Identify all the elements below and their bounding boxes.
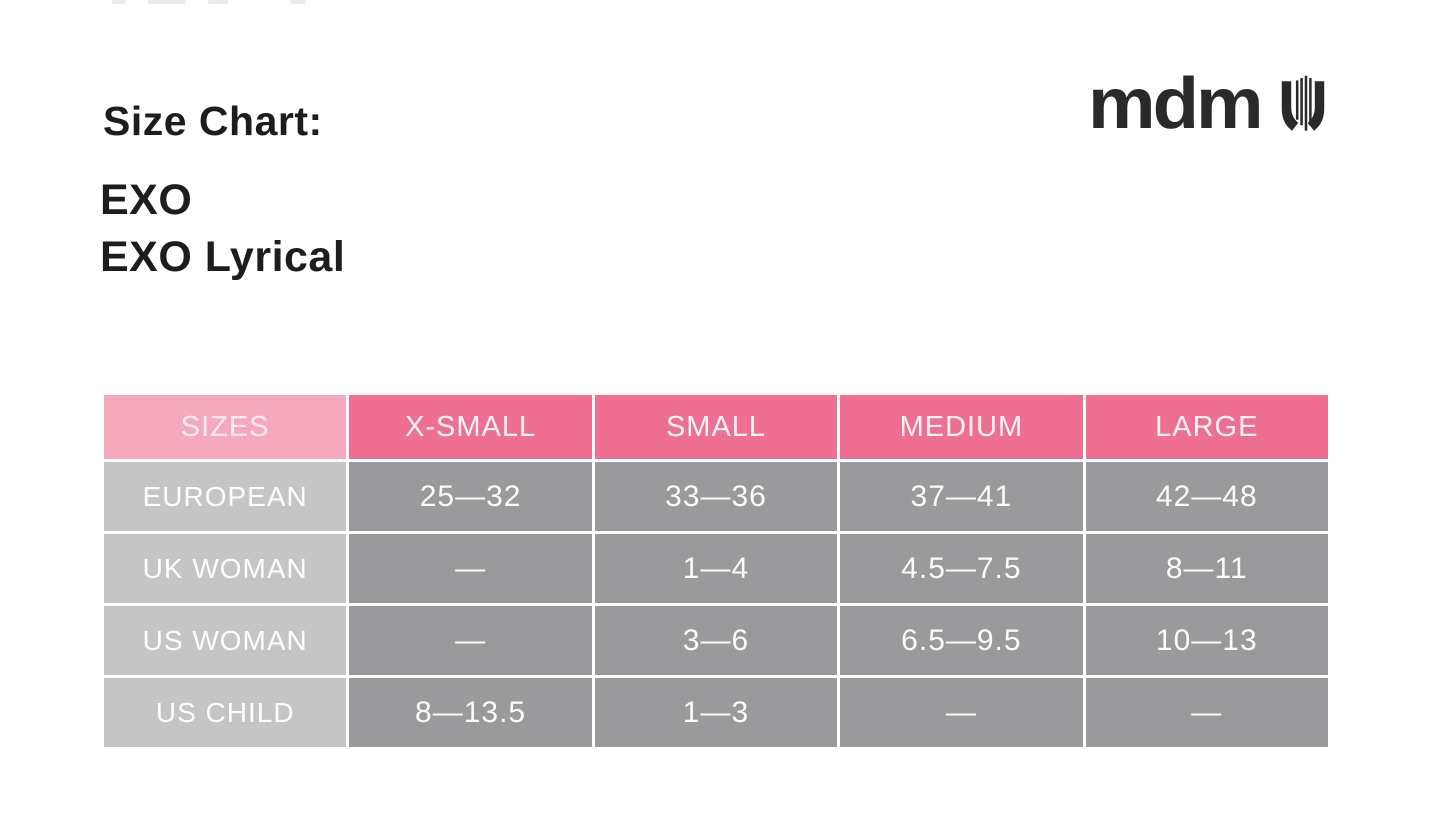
row-label-us-woman: US WOMAN: [104, 606, 346, 675]
cell-uk-woman-large: 8—11: [1086, 534, 1328, 603]
clipped-top-artifact: [112, 0, 342, 5]
clipped-mark: [148, 0, 186, 4]
clipped-mark: [112, 0, 126, 4]
column-header-medium: MEDIUM: [840, 395, 1082, 459]
product-names: [100, 172, 345, 286]
cell-us-woman-large: 10—13: [1086, 606, 1328, 675]
cell-us-woman-x-small: —: [349, 606, 591, 675]
column-header-small: SMALL: [595, 395, 837, 459]
cell-uk-woman-small: 1—4: [595, 534, 837, 603]
brand-logo-text: mdm: [1088, 63, 1261, 144]
cell-us-child-medium: —: [840, 678, 1082, 747]
column-header-x-small: X-SMALL: [349, 395, 591, 459]
cell-european-medium: 37—41: [840, 462, 1082, 531]
column-header-large: LARGE: [1086, 395, 1328, 459]
cell-us-child-large: —: [1086, 678, 1328, 747]
cell-european-x-small: 25—32: [349, 462, 591, 531]
product-name-exo-lyrical: EXO Lyrical: [100, 233, 346, 281]
cell-uk-woman-medium: 4.5—7.5: [840, 534, 1082, 603]
size-chart-table: [104, 395, 1328, 747]
clipped-mark: [208, 0, 228, 4]
row-label-uk-woman: UK WOMAN: [104, 534, 346, 603]
column-header-sizes: SIZES: [104, 395, 346, 459]
product-name-exo: EXO: [100, 176, 193, 224]
brand-logo: [1088, 63, 1329, 144]
cell-us-woman-medium: 6.5—9.5: [840, 606, 1082, 675]
cell-european-small: 33—36: [595, 462, 837, 531]
page-title: Size Chart:: [103, 98, 323, 144]
cell-us-child-x-small: 8—13.5: [349, 678, 591, 747]
clipped-mark: [290, 0, 306, 4]
cell-european-large: 42—48: [1086, 462, 1328, 531]
brand-mark-icon: [1277, 71, 1329, 137]
cell-us-child-small: 1—3: [595, 678, 837, 747]
cell-uk-woman-x-small: —: [349, 534, 591, 603]
cell-us-woman-small: 3—6: [595, 606, 837, 675]
row-label-european: EUROPEAN: [104, 462, 346, 531]
row-label-us-child: US CHILD: [104, 678, 346, 747]
